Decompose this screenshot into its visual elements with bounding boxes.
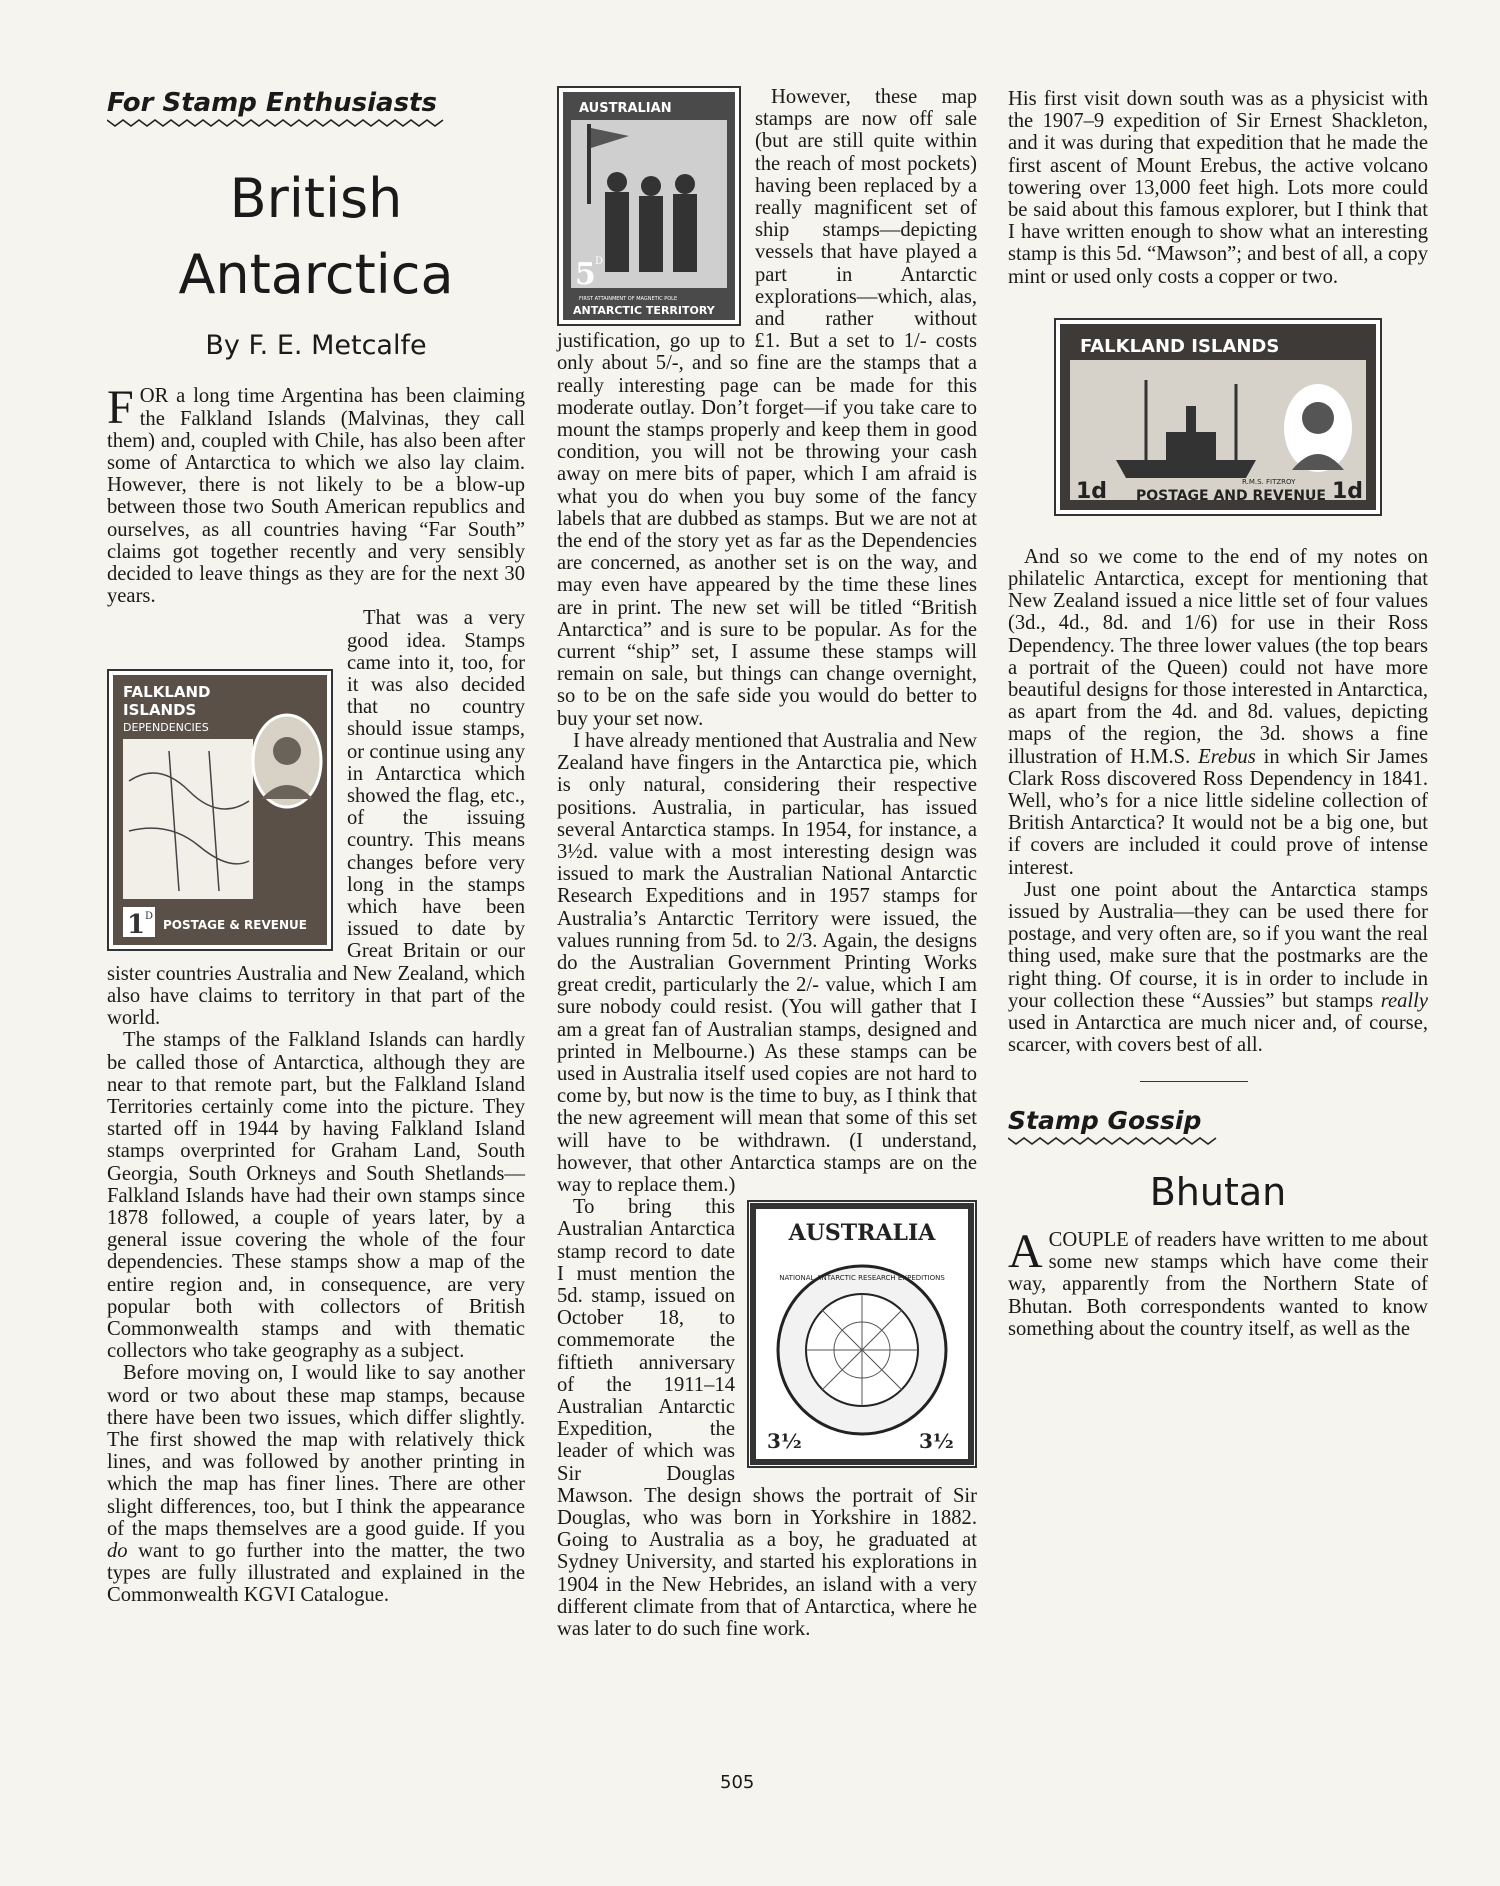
gossip-title: Bhutan [1149, 1169, 1287, 1214]
paragraph-2: That was a very good idea. Stamps came into it, too, for it was also decided that no country should issue stamps, or continue using any in Antarctica which showed the flag, etc., of the issuing country. This means changes before very long in the stamps which have been issued to date by Great Britain or our sister countries Australia and New Zealand, which also have claims to territory in that part of the world. [107, 607, 525, 1030]
paragraph-9: And so we come to the end of my notes on philatelic Antarctica, except for mentioning that New Zealand issued a nice little set of four values (3d., 4d., 8d. and 1/6) for use in their Ross Dependency. The three lower values (the top bears a portrait of the Queen) could not have more beautiful designs for those interested in Antarctica, as apart from the 4d. and 8d. values, depicting maps of the region, the 3d. shows a fine illustration of H.M.S. Erebus in which Sir James Clark Ross discovered Ross Dependency in 1841. Well, who’s for a nice little sideline collection of British Antarctica? It would not be a big one, but if covers are included it could prove of intense interest. [1008, 545, 1428, 879]
stamp-value-right: 1d [1332, 478, 1364, 504]
byline: By F. E. Metcalfe [205, 330, 427, 362]
emphasis-do: do [107, 1539, 128, 1562]
stamp-header: AUSTRALIA [788, 1220, 936, 1247]
stamp-value-suffix: D [595, 256, 604, 267]
section-divider [1140, 1081, 1248, 1082]
stamp-falkland-dependencies [107, 669, 333, 951]
page-number: 505 [720, 1772, 755, 1793]
gossip-paragraph-1: ACOUPLE of readers have written to me about some new stamps which have come their way, apparently from the Northern State of Bhutan. Both correspondents wanted to know something about the country itself, as well as the [1008, 1224, 1428, 1340]
stamp-value-left: 1d [1076, 478, 1108, 504]
stamp-value-left: 3½ [767, 1429, 802, 1454]
paragraph-8: His first visit down south was as a physicist with the 1907–9 expedition of Sir Ernest Shackleton, and it was during that expedition that he made the first ascent of Mount Erebus, the active volcano towering over 13,000 feet high. Lots more could be said about this famous explorer, but I think that I have written enough to show what an interesting stamp is this 5d. “Mawson”; and best of all, a copy mint or used only costs a copper or two. [1008, 88, 1428, 288]
stamp-footer: ANTARCTIC TERRITORY [573, 304, 715, 317]
paragraph-5: However, these map stamps are now off sale (but are still quite within the reach of most pockets) having been replaced by a really magnificent set of ship stamps—depicting vessels that have played a part in Antarctic explorations—which, alas, and rather without justification, go up to £1. But a set to 1/- costs only about 5/-, and so fine are the stamps that a really interesting page can be made for this moderate outlay. Don’t forget—if you take care to mount the stamps properly and keep them in good condition, you will not be throwing your cash away on mere bits of paper, which I am afraid is what you do when you buy some of the fancy labels that are dubbed as stamps. But we are not at the end of the story yet as far as the Dependencies are concerned, as another set is on the way, and may even have appeared by the time these lines are in print. The new set will be titled “British Antarctica” and is sure to be popular. As for the current “ship” set, I assume these stamps will remain on sale, but things can change overnight, so to be on the safe side you would do better to buy your set now. [557, 86, 977, 730]
paragraph-6: I have already mentioned that Australia and New Zealand have fingers in the Antarctica pie, which is only natural, considering their respective positions. Australia, in particular, has issued several Antarctica stamps. In 1954, for instance, a 3½d. value with a most interesting design was issued to mark the Australian National Antarctic Research Expeditions and in 1957 stamps for Australia’s Antarctic Territory were issued, the values running from 5d. to 2/3. Again, the designs do the Australian Government Printing Works great credit, particularly the 2/- value, which I am sure nobody could resist. (You will gather that I am a great fan of Australian stamps, designed and printed in Melbourne.) As these stamps can be used in Australia itself used copies are not hard to come by, but now is the time to buy, as I think that the new agreement will mean that some of this set will have to be withdrawn. (I understand, however, that other Antarctica stamps are on the way to replace them.) [557, 729, 977, 1196]
stamp-falkland-ship [1054, 318, 1382, 516]
paragraph-1: FOR a long time Argentina has been claiming the Falkland Islands (Malvinas, they call them) and, coupled with Chile, has also been after some of Antarctica to which we also lay claim. However, there is not likely to be a blow-up between those two South American republics and ourselves, as all countries having “Far South” claims got together recently and very sensibly decided to leave things as they are for the next 30 years. [107, 381, 525, 608]
stamp-footer: POSTAGE & REVENUE [163, 918, 307, 933]
section-kicker: For Stamp Enthusiasts [107, 88, 437, 118]
column-1 [107, 88, 525, 1607]
column-3 [1008, 88, 1428, 1340]
wavy-underline [107, 118, 447, 128]
gossip-kicker: Stamp Gossip [1008, 1105, 1202, 1135]
stamp-value: 1 [127, 910, 146, 941]
stamp-value: 5 [575, 257, 596, 292]
paragraph-4: Before moving on, I would like to say another word or two about these map stamps, because there have been two issues, which differ slightly. The first showed the map with relatively thick lines, and was followed by another printing in which the map has finer lines. There are other slight differences, too, but I think the appearance of the maps themselves are a good guide. If you do want to go further into the matter, the two types are fully illustrated and explained in the Commonwealth KGVI Catalogue. [107, 1362, 525, 1607]
stamp-ring-text: NATIONAL ANTARCTIC RESEARCH EXPEDITIONS [779, 1274, 945, 1283]
stamp-ship-name: R.M.S. FITZROY [1242, 477, 1296, 486]
wavy-underline-gossip [1008, 1136, 1218, 1146]
stamp-caption: FIRST ATTAINMENT OF MAGNETIC POLE [579, 296, 678, 302]
stamp-footer: POSTAGE AND REVENUE [1136, 487, 1326, 504]
paragraph-3: The stamps of the Falkland Islands can hardly be called those of Antarctica, although they are near to that remote part, but the Falkland Island Territories certainly come into the picture. They started off in 1944 by having Falkland Island stamps overprinted for Graham Land, South Georgia, South Orkneys and South Shetlands—Falkland Islands have had their own stamps since 1878 followed, a couple of years later, by a general issue covering the whole of the four dependencies. These stamps show a map of the entire region and, in consequence, are very popular both with collectors of British Commonwealth stamps and with thematic collectors who take geography as a subject. [107, 1029, 525, 1363]
stamp-value-right: 3½ [919, 1429, 954, 1454]
column-2 [557, 86, 977, 1640]
title-line-2: Antarctica [178, 243, 454, 307]
title-line-1: British [229, 167, 403, 231]
stamp-text-1: FALKLAND [123, 683, 211, 702]
drop-cap: F [107, 381, 134, 435]
stamp-header: AUSTRALIAN [579, 101, 672, 116]
emphasis-erebus: Erebus [1198, 745, 1256, 768]
paragraph-7: To bring this Australian Antarctica stamp record to date I must mention the 5d. stamp, issued on October 18, to commemorate the fiftieth anniversary of the 1911–14 Australian Antarctic Expedition, the leader of which was Sir Douglas Mawson. The design shows the portrait of Sir Douglas, who was born in Yorkshire in 1882. Going to Australia as a boy, he graduated at Sydney University, and started his explorations in 1904 in the New Hebrides, an island with a very different climate from that of Antarctica, where he was later to do such fine work. [557, 1196, 977, 1641]
article-title [107, 161, 525, 313]
gossip-drop-cap: A [1008, 1224, 1043, 1278]
stamp-australia-3d [747, 1200, 977, 1468]
stamp-text-2: ISLANDS [123, 701, 197, 720]
paragraph-10: Just one point about the Antarctica stamps issued by Australia—they can be used there for postage, and very often are, so if you want the real thing used, make sure that the postmarks are the right thing. Of course, it is in order to include in your collection these “Aussies” but stamps really used in Antarctica are much nicer and, of course, scarcer, with covers best of all. [1008, 878, 1428, 1057]
stamp-header: FALKLAND ISLANDS [1080, 335, 1280, 357]
emphasis-really: really [1380, 989, 1428, 1012]
stamp-value-suffix: D [145, 911, 154, 923]
stamp-australian-antarctic-5d [557, 86, 741, 326]
stamp-text-3: DEPENDENCIES [123, 721, 209, 735]
